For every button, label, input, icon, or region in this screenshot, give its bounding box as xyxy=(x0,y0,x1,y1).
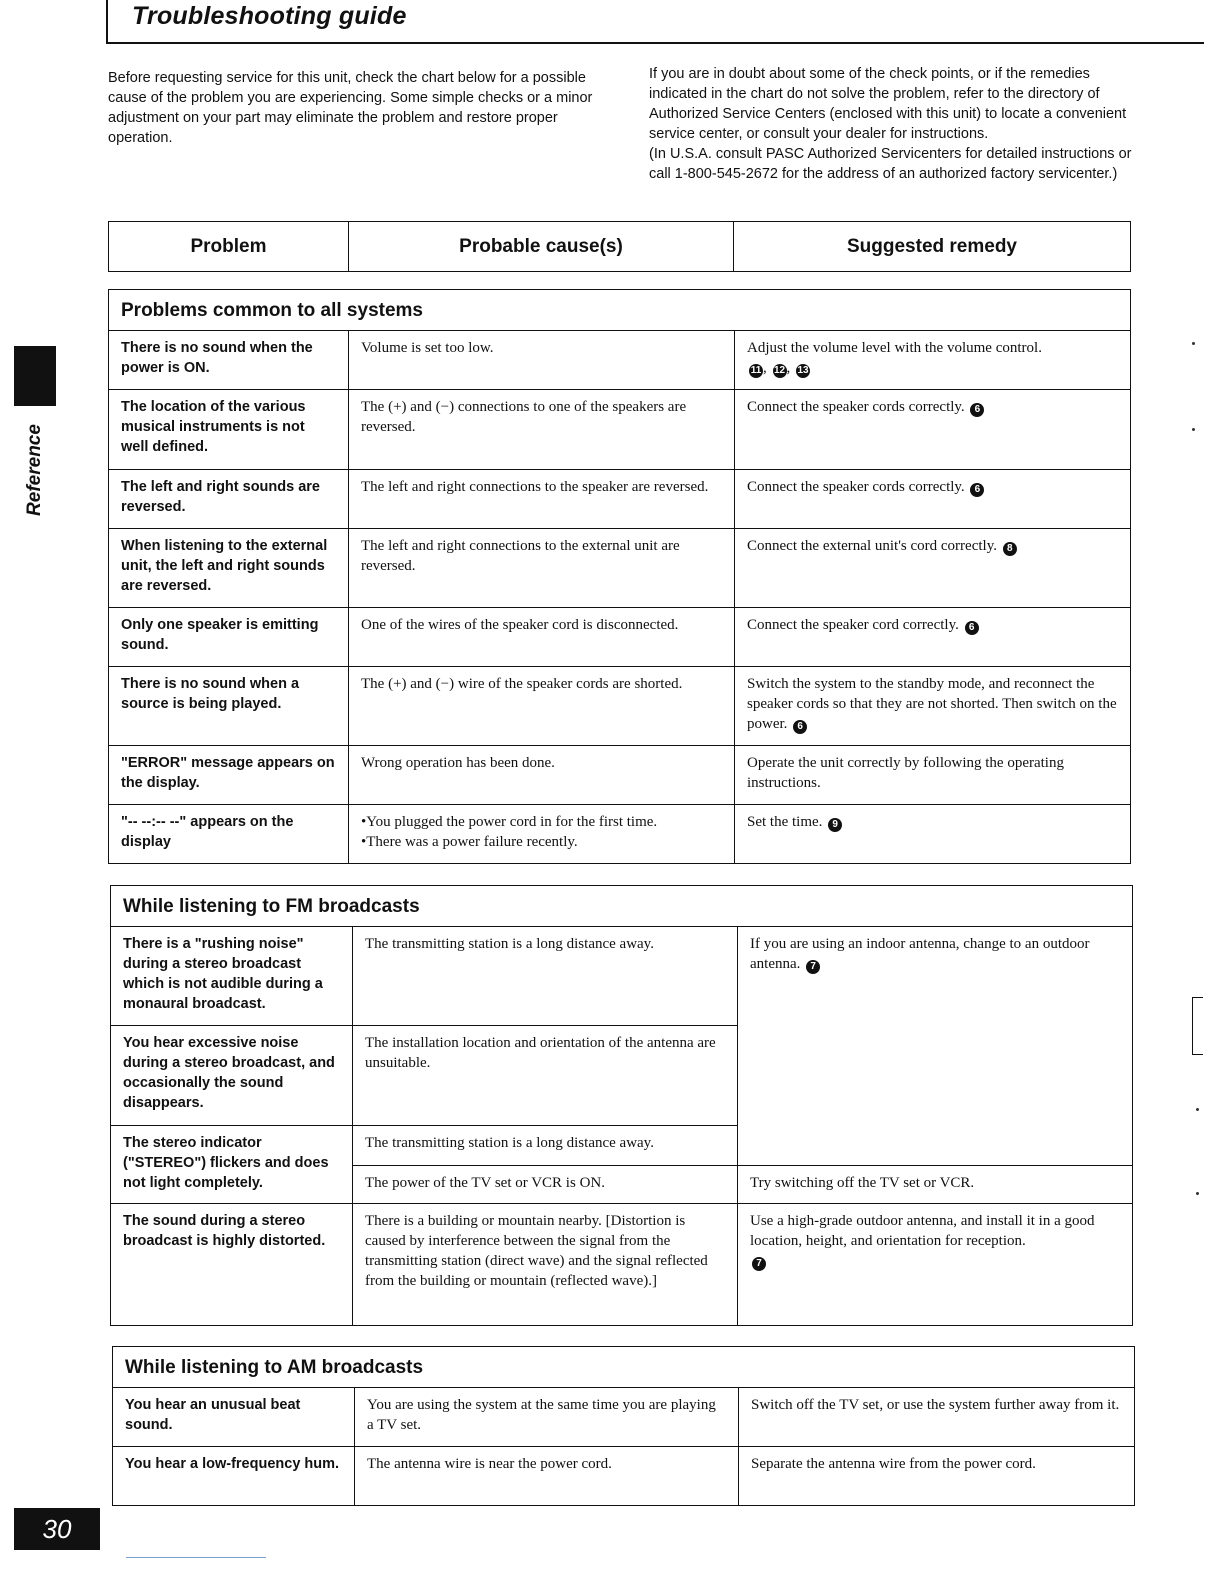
remedy-text: Adjust the volume level with the volume control. xyxy=(747,340,1042,356)
remedy-cell xyxy=(735,470,1131,529)
table-row xyxy=(109,746,1131,805)
remedy-cell xyxy=(735,805,1131,864)
cause-cell: One of the wires of the speaker cord is disconnected. xyxy=(349,608,735,667)
intro-left-text: Before requesting service for this unit, check the chart below for a possible cause of the problem you are experiencing. Some simple checks or a minor adjustment on your part may eliminate the problem and restore proper operation. xyxy=(108,70,593,146)
page-ref-icon: 6 xyxy=(970,483,984,497)
page-ref-icon: 6 xyxy=(970,403,984,417)
table-row xyxy=(109,331,1131,390)
problem-cell: There is no sound when the power is ON. xyxy=(109,331,349,390)
problem-cell: The left and right sounds are reversed. xyxy=(109,470,349,529)
cause-cell xyxy=(349,805,735,864)
problem-cell: When listening to the external unit, the left and right sounds are reversed. xyxy=(109,529,349,608)
cause-cell: The installation location and orientation of the antenna are unsuitable. xyxy=(353,1026,738,1126)
remedy-cell: Separate the antenna wire from the power cord. xyxy=(739,1447,1135,1506)
section-fm-title: While listening to FM broadcasts xyxy=(111,886,1133,927)
remedy-cell: Switch off the TV set, or use the system further away from it. xyxy=(739,1388,1135,1447)
page-ref-icon: 8 xyxy=(1003,542,1017,556)
section-am-table xyxy=(112,1346,1135,1506)
remedy-text: Connect the external unit's cord correctly. xyxy=(747,538,997,554)
margin-mark xyxy=(1192,342,1195,345)
remedy-cell xyxy=(738,927,1133,1166)
problem-cell: There is no sound when a source is being played. xyxy=(109,667,349,746)
header-problem: Problem xyxy=(109,222,349,272)
remedy-cell: Adjust the volume level with the volume control. 11 , 12, 13 xyxy=(735,331,1131,390)
intro-right-usa-text: (In U.S.A. consult PASC Authorized Servicenters for detailed instructions or call 1-800-545-2672 for the address of an authorized factory servicenter.) xyxy=(649,146,1132,182)
section-am-title: While listening to AM broadcasts xyxy=(113,1347,1135,1388)
remedy-cell xyxy=(735,390,1131,470)
cause-cell: The antenna wire is near the power cord. xyxy=(355,1447,739,1506)
cause-cell: Wrong operation has been done. xyxy=(349,746,735,805)
section-common-table xyxy=(108,289,1131,864)
problem-cell: There is a "rushing noise" during a stereo broadcast which is not audible during a monaural broadcast. xyxy=(111,927,353,1026)
problem-cell: Only one speaker is emitting sound. xyxy=(109,608,349,667)
problem-cell: You hear an unusual beat sound. xyxy=(113,1388,355,1447)
cause-cell: The transmitting station is a long distance away. xyxy=(353,1126,738,1166)
page-ref-icon: 6 xyxy=(965,621,979,635)
remedy-text: If you are using an indoor antenna, change to an outdoor antenna. xyxy=(750,936,1090,972)
page-ref-icon: 7 xyxy=(752,1257,766,1271)
remedy-cell xyxy=(735,529,1131,608)
table-row xyxy=(111,927,1133,1026)
problem-cell: The stereo indicator ("STEREO") flickers and does not light completely. xyxy=(111,1126,353,1204)
problem-cell: "ERROR" message appears on the display. xyxy=(109,746,349,805)
problem-cell: The location of the various musical instruments is not well defined. xyxy=(109,390,349,470)
page-ref-icon: 9 xyxy=(828,818,842,832)
margin-mark xyxy=(1196,1192,1199,1195)
cause-cell: The left and right connections to the speaker are reversed. xyxy=(349,470,735,529)
page-ref-icon: 11 xyxy=(750,365,762,376)
remedy-cell xyxy=(735,667,1131,746)
cause-cell: You are using the system at the same time you are playing a TV set. xyxy=(355,1388,739,1447)
column-header-table xyxy=(108,221,1131,272)
intro-right-text: If you are in doubt about some of the check points, or if the remedies indicated in the chart do not solve the problem, refer to the directory of Authorized Service Centers (enclosed with this unit) to locate a convenient service center, or consult your dealer for instructions. xyxy=(649,66,1127,142)
table-row xyxy=(109,805,1131,864)
page-ref-icon: 6 xyxy=(793,720,807,734)
margin-bracket xyxy=(1192,997,1203,1055)
sidebar-tab-marker xyxy=(14,346,56,406)
margin-mark xyxy=(1196,1108,1199,1111)
remedy-cell: Operate the unit correctly by following the operating instructions. xyxy=(735,746,1131,805)
problem-cell: You hear excessive noise during a stereo broadcast, and occasionally the sound disappears. xyxy=(111,1026,353,1126)
problem-cell: The sound during a stereo broadcast is highly distorted. xyxy=(111,1204,353,1326)
section-common-title: Problems common to all systems xyxy=(109,290,1131,331)
table-row xyxy=(109,608,1131,667)
footer-rule xyxy=(126,1557,266,1558)
cause-cell: The (+) and (−) connections to one of the speakers are reversed. xyxy=(349,390,735,470)
page-number: 30 xyxy=(14,1508,100,1550)
margin-mark xyxy=(1192,428,1195,431)
cause-cell: The left and right connections to the external unit are reversed. xyxy=(349,529,735,608)
cause-cell: The (+) and (−) wire of the speaker cords are shorted. xyxy=(349,667,735,746)
sidebar-label xyxy=(14,410,56,530)
remedy-text: Connect the speaker cords correctly. xyxy=(747,399,965,415)
page-ref-icon: 12 xyxy=(773,365,786,376)
remedy-cell: Try switching off the TV set or VCR. xyxy=(738,1166,1133,1204)
table-row xyxy=(109,667,1131,746)
sidebar-label-text: Reference xyxy=(24,424,45,516)
table-row xyxy=(109,470,1131,529)
remedy-text: Connect the speaker cord correctly. xyxy=(747,617,959,633)
cause-cell: Volume is set too low. xyxy=(349,331,735,390)
problem-cell: "-- --:-- --" appears on the display xyxy=(109,805,349,864)
page-ref-icon: 13 xyxy=(797,365,809,376)
remedy-text: Use a high-grade outdoor antenna, and install it in a good location, height, and orientation for reception. xyxy=(750,1213,1095,1249)
remedy-cell xyxy=(738,1204,1133,1326)
table-row xyxy=(109,529,1131,608)
table-row xyxy=(113,1447,1135,1506)
remedy-text: Switch the system to the standby mode, and reconnect the speaker cords so that they are not shorted. Then switch on the power. xyxy=(747,676,1117,732)
cause-cell: The power of the TV set or VCR is ON. xyxy=(353,1166,738,1204)
section-fm-table xyxy=(110,885,1133,1326)
intro-right xyxy=(649,64,1133,184)
page-title: Troubleshooting guide xyxy=(132,2,407,30)
table-row xyxy=(111,1204,1133,1326)
cause-line: •There was a power failure recently. xyxy=(361,834,578,850)
intro-left xyxy=(108,68,598,148)
remedy-text: Set the time. xyxy=(747,814,823,830)
cause-cell: The transmitting station is a long distance away. xyxy=(353,927,738,1026)
table-row xyxy=(113,1388,1135,1447)
cause-line: •You plugged the power cord in for the first time. xyxy=(361,814,658,830)
table-row xyxy=(109,390,1131,470)
header-remedy: Suggested remedy xyxy=(734,222,1131,272)
problem-cell: You hear a low-frequency hum. xyxy=(113,1447,355,1506)
remedy-cell xyxy=(735,608,1131,667)
page-ref-icon: 7 xyxy=(806,960,820,974)
header-cause: Probable cause(s) xyxy=(349,222,734,272)
remedy-text: Connect the speaker cords correctly. xyxy=(747,479,965,495)
cause-cell: There is a building or mountain nearby. [Distortion is caused by interference between the signal from the transmitting station (direct wave) and the signal reflected from the building or mountain (reflected wave).] xyxy=(353,1204,738,1326)
